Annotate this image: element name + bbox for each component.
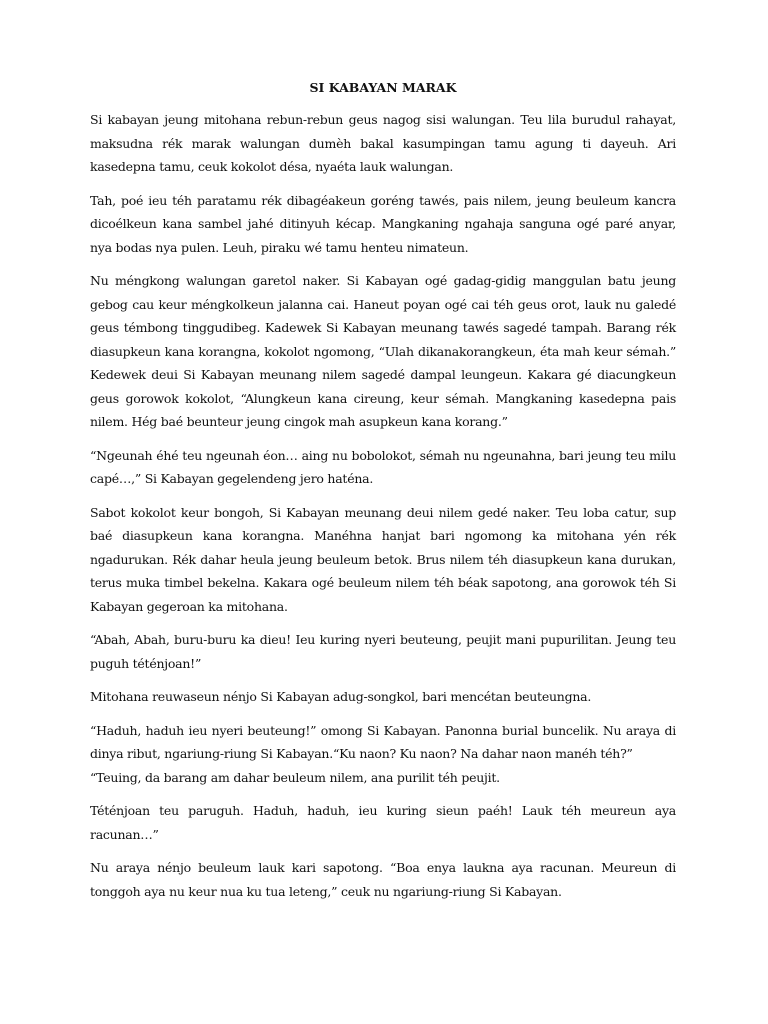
paragraph: Tah, poé ieu téh paratamu rék dibagéakeun goréng tawés, pais nilem, jeung beuleum kancra dicoélkeun kana sambel jahé ditinyuh kécap. Mangkaning ngahaja sanguna ogé paré anyar, nya bodas nya pulen. Leuh, piraku wé tamu henteu nimateun. (90, 192, 676, 255)
paragraph: Téténjoan teu paruguh. Haduh, haduh, ieu kuring sieun paéh! Lauk téh meureun aya racunan…” (90, 803, 676, 842)
paragraph: Mitohana reuwaseun nénjo Si Kabayan adug-songkol, bari mencétan beuteungna. (90, 689, 592, 704)
paragraph: Si kabayan jeung mitohana rebun-rebun geus nagog sisi walungan. Teu lila burudul rahayat, maksudna rék marak walungan dumèh bakal kasumpingan tamu agung ti dayeuh. Ari kasedepna tamu, ceuk kokolot désa, nyaéta lauk walungan. (90, 112, 676, 174)
paragraph: “Abah, Abah, buru-buru ka dieu! Ieu kuring nyeri beuteung, peujit mani pupurilitan. Jeung teu puguh téténjoan!” (90, 632, 676, 671)
paragraph: “Haduh, haduh ieu nyeri beuteung!” omong Si Kabayan. Panonna burial buncelik. Nu araya di dinya ribut, ngariung-riung Si Kabayan.“Ku naon? Ku naon? Na dahar naon manéh téh?” “Teuing, da barang am dahar beuleum nilem, ana purilit téh peujit. (90, 722, 676, 785)
paragraph: “Ngeunah éhé teu ngeunah éon… aing nu bobolokot, sémah nu ngeunahna, bari jeung teu milu capé…,” Si Kabayan gegelendeng jero haténa. (90, 447, 676, 486)
document-body (90, 79, 676, 913)
document-title: SI KABAYAN MARAK (309, 80, 457, 95)
paragraph: Nu méngkong walungan garetol naker. Si Kabayan ogé gadag-gidig manggulan batu jeung gebog cau keur méngkolkeun jalanna cai. Haneut poyan ogé cai téh geus orot, lauk nu galedé geus témbong tinggudibeg. Kadewek Si Kabayan meunang tawés sagedé tampah. Barang rék diasupkeun kana korangna, kokolot ngomong, “Ulah dikanakorangkeun, éta mah keur sémah.” Kedewek deui Si Kabayan meunang nilem sagedé dampal leungeun. Kakara gé diacungkeun geus gorowok kokolot, “Alungkeun kana cireung, keur sémah. Mangkaning kasedepna pais nilem. Hég baé beunteur jeung cingok mah asupkeun kana korang.” (90, 273, 676, 429)
paragraph: Sabot kokolot keur bongoh, Si Kabayan meunang deui nilem gedé naker. Teu loba catur, sup baé diasupkeun kana korangna. Manéhna hanjat bari ngomong ka mitohana yén rék ngadurukan. Rék dahar heula jeung beuleum betok. Brus nilem téh diasupkeun kana durukan, terus muka timbel bekelna. Kakara ogé beuleum nilem téh béak sapotong, ana gorowok téh Si Kabayan gegeroan ka mitohana. (90, 504, 676, 614)
paragraph: Nu araya nénjo beuleum lauk kari sapotong. “Boa enya laukna aya racunan. Meureun di tonggoh aya nu keur nua ku tua leteng,” ceuk nu ngariung-riung Si Kabayan. (90, 860, 676, 899)
